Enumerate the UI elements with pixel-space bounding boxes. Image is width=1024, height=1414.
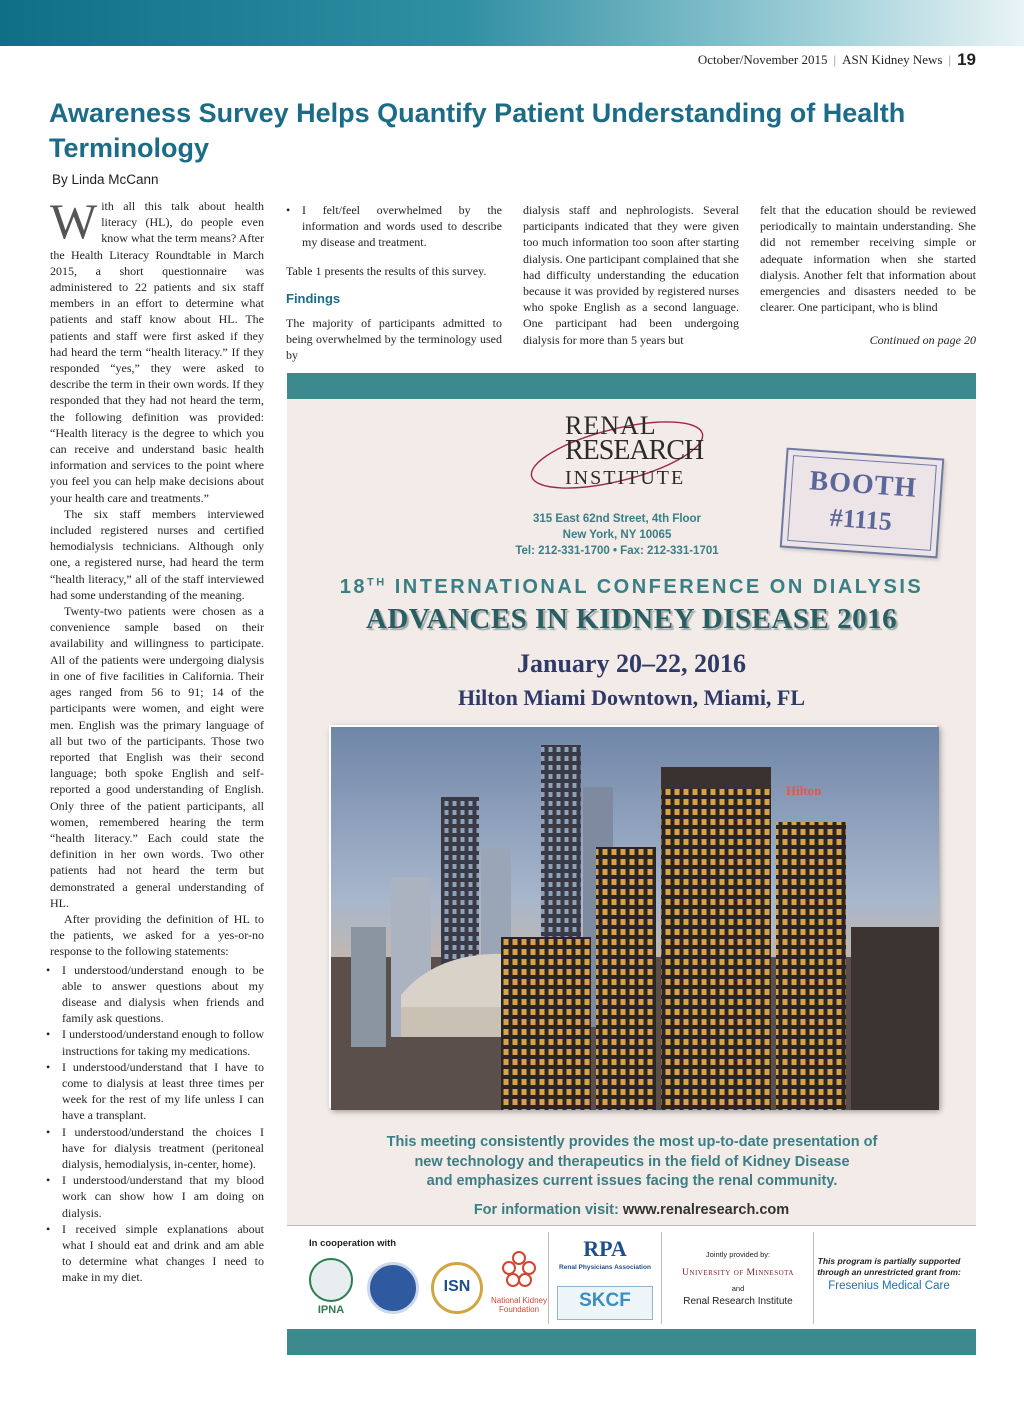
hilton-sign: Hilton (786, 783, 822, 798)
list-item: • I understood/understand the choices I have for dialysis treatment (peritoneal dialysis, hemodialysis, in-center, home). (46, 1124, 264, 1173)
article-column-3 (523, 202, 739, 348)
miami-skyline-image (331, 727, 939, 1110)
paragraph-3: Twenty-two patients were chosen as a convenience sample based on their availability and willingness to participate. All of the patients were undergoing dialysis in one of five facilities in California. Their ages ranged from 56 to 91; 14 of the participants were women, and eight were men. English was the primary language of all but two of the participants. Those two reported that English was their second language; both spoke English and self-reported a good understanding of English. Only three of the patient participants, all women, remembered hearing the term “health literacy.” Each could state the definition in her own words. Two other patients had not heard the term but demonstrated a general understanding of HL. (50, 604, 264, 910)
ad-top-band (287, 373, 976, 399)
article-column-4 (760, 202, 976, 348)
conference-title: ADVANCES IN KIDNEY DISEASE 2016 (365, 603, 898, 635)
jointly-label: Jointly provided by: (705, 1250, 771, 1259)
booth-stamp (780, 448, 945, 559)
list-item: • I understood/understand enough to be able to answer questions about my disease and dialysis when friends and family ask questions. (46, 962, 264, 1027)
running-head: October/November 2015 | ASN Kidney News | 19 (697, 50, 976, 69)
ipna-label: IPNA (317, 1304, 345, 1316)
article-title: Awareness Survey Helps Quantify Patient Understanding of Health Terminology (49, 98, 906, 163)
list-item: • I felt/feel overwhelmed by the information and words used to describe my disease and treatment. (286, 202, 502, 251)
ad-tagline: This meeting consistently provides the most up-to-date presentation of new technology and therapeutics in the field of Kidney Disease and emphasizes current issues facing the renal community. (386, 1134, 878, 1189)
address-line-2: New York, NY 10065 (562, 529, 672, 541)
conference-name: 18TH INTERNATIONAL CONFERENCE ON DIALYSIS (339, 576, 924, 598)
conference-dates: January 20–22, 2016 (517, 649, 746, 678)
rpa-logo: RPA (583, 1236, 627, 1261)
paragraph-5: Table 1 presents the results of this survey. (286, 263, 487, 278)
ipna-logo-icon (309, 1258, 353, 1302)
umn-label: University of Minnesota (682, 1268, 794, 1278)
cooperation-label: In cooperation with (309, 1238, 397, 1249)
conference-venue: Hilton Miami Downtown, Miami, FL (457, 685, 806, 710)
rri-label: Renal Research Institute (683, 1296, 793, 1307)
booth-number: #1115 (828, 502, 893, 537)
publication-name: ASN Kidney News (842, 52, 943, 67)
hotel-photo (329, 725, 937, 1108)
isn-label: ISN (443, 1278, 471, 1295)
skcf-label: SKCF (579, 1290, 631, 1311)
phone-fax: Tel: 212-331-1700 • Fax: 212-331-1701 (515, 545, 719, 557)
info-url[interactable]: www.renalresearch.com (622, 1202, 790, 1218)
logo-renal: RENAL (565, 411, 657, 440)
nkf-label: National Kidney Foundation (490, 1296, 548, 1314)
address-line-1: 315 East 62nd Street, 4th Floor (532, 513, 702, 525)
paragraph-4: After providing the definition of HL to the patients, we asked for a yes-or-no response to the following statements: (50, 911, 264, 959)
list-item: • I understood/understand that I have to come to dialysis at least three times per week for the rest of my life unless I can have a transplant. (46, 1059, 264, 1124)
article-column-2 (286, 200, 502, 363)
info-line (287, 1202, 976, 1218)
page-number: 19 (957, 50, 976, 69)
logo-research: RESEARCH (565, 435, 704, 466)
and-label: and (731, 1284, 745, 1293)
drop-cap: W (50, 193, 98, 249)
paragraph-6-cont: dialysis staff and nephrologists. Several participants indicated that they were given too much information too soon after starting dialysis. One participant complained that she had difficulty understanding the education because it was provided by registered nurses who spoke English as a second language. One participant had been undergoing dialysis for more than 5 years but (523, 203, 739, 347)
rpa-label: Renal Physicians Association (559, 1264, 651, 1271)
statement-list (46, 962, 264, 1286)
rpa-skcf-box (548, 1232, 660, 1324)
byline: By Linda McCann (52, 172, 159, 187)
paragraph-2: The six staff members interviewed included registered nurses and certified hemodialysis technicians. Although only one, a registered nurse, had heard the term “health literacy,” all of the staff interviewed had some understanding of the meaning. (50, 506, 264, 602)
conference-advertisement (287, 373, 976, 1355)
grant-notice (814, 1256, 964, 1292)
list-item: • I understood/understand enough to follow instructions for taking my medications. (46, 1026, 264, 1058)
list-item: • I understood/understand that my blood work can show how I am doing on dialysis. (46, 1172, 264, 1221)
nkf-flower-logo-icon (499, 1248, 539, 1292)
grant-text: This program is partially supported through an unrestricted grant from: (817, 1256, 961, 1277)
header-band (0, 0, 1024, 46)
list-item: • I received simple explanations about what I should eat and drink and am able to determine what changes I need to make in my diet. (46, 1221, 264, 1286)
continued-note: Continued on page 20 (869, 333, 976, 347)
society-globe-logo-icon (367, 1262, 419, 1314)
ad-bottom-band (287, 1329, 976, 1355)
rri-address (487, 511, 747, 559)
booth-label: BOOTH (808, 465, 919, 504)
paragraph-6: The majority of participants admitted to being overwhelmed by the terminology used by (286, 316, 502, 363)
info-label: For information visit: (473, 1202, 619, 1218)
logo-institute: INSTITUTE (565, 467, 686, 489)
paragraph-6-end: felt that the education should be reviewed periodically to maintain understanding. She did not remember receiving simple or adequate information when she started dialysis. Another felt that information about emergencies and disasters needed to be clearer. One participant, who is blind (760, 203, 976, 315)
paragraph-1: With all this talk about health literacy (HL), do people even know what the term means? After the Health Literacy Roundtable in March 2015, a short questionnaire was administered to 22 patients and six staff members in an effort to determine what patients and staff know about HL. The patients and staff were first asked if they had heard the term “health literacy.” If they responded “yes,” they were asked to describe the term in their own words. If they responded that they had not heard the term, the following definition was provided: “Health literacy is the degree to which you can receive and understand basic health information and services to the point where you feel you can help make decisions about your health care and treatments.” (50, 193, 264, 505)
article-column-1 (50, 193, 264, 1286)
fresenius-label: Fresenius Medical Care (828, 1280, 950, 1292)
partner-logos (287, 1225, 976, 1329)
issue-date: October/November 2015 (697, 52, 828, 67)
joint-provider-box (661, 1232, 813, 1324)
statement-list-cont (286, 202, 502, 251)
findings-heading: Findings (286, 290, 341, 306)
